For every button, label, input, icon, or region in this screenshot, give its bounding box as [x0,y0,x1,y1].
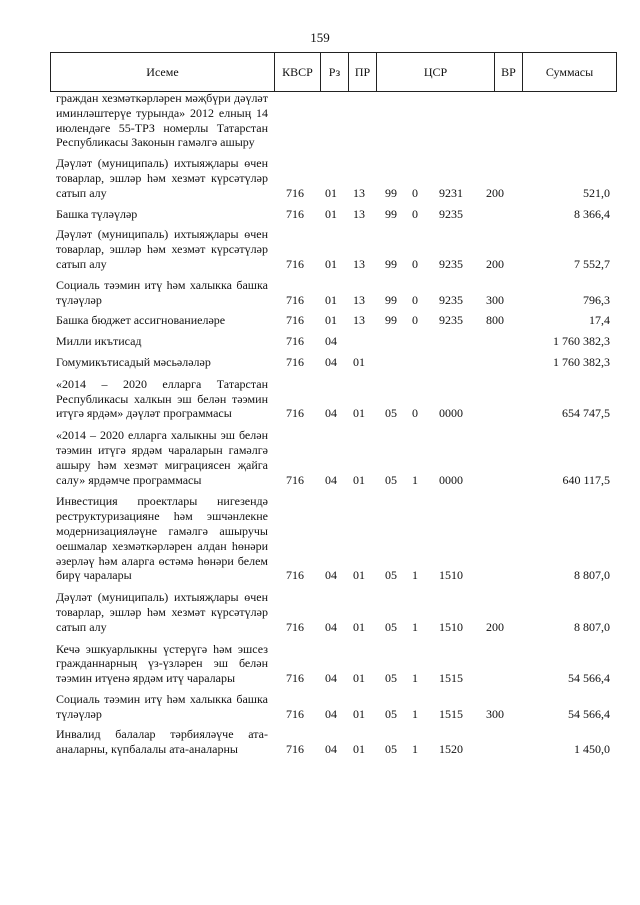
row-sum: 654 747,5 [562,406,610,421]
row-kvsr: 716 [286,354,304,369]
header-csr: ЦСР [377,53,495,92]
table-row [50,355,616,370]
row-name: Дәүләт (муниципаль) ихтыяҗлары өчен товарлар, эшләр һәм хезмәт күрсәтүләр сатып алу [56,156,268,200]
row-name: Дәүләт (муниципаль) ихтыяҗлары өчен товарлар, эшләр һәм хезмәт күрсәтүләр сатып алу [56,227,268,271]
row-rz: 01 [325,206,337,221]
row-sum: 796,3 [583,292,610,307]
table-row [50,428,616,487]
table-row [50,377,616,421]
row-kvsr: 716 [286,292,304,307]
row-c3: 1510 [439,568,463,583]
table-row [50,278,616,308]
row-vr: 200 [486,256,504,271]
row-sum: 17,4 [589,313,610,328]
row-kvsr: 716 [286,206,304,221]
row-c2: 0 [412,313,418,328]
row-pr: 13 [353,256,365,271]
row-c1: 05 [385,706,397,721]
row-vr: 300 [486,292,504,307]
table-header [50,52,617,92]
row-kvsr: 716 [286,334,304,349]
header-rz: Рз [321,53,349,92]
row-kvsr: 716 [286,671,304,686]
row-rz: 04 [325,472,337,487]
row-kvsr: 716 [286,313,304,328]
row-pr: 13 [353,292,365,307]
row-name: Гомумикътисадый мәсьәләләр [56,354,211,369]
table-row [50,207,616,222]
row-c2: 1 [412,619,418,634]
row-name: Милли икътисад [56,334,142,349]
table-row [50,727,616,757]
row-pr: 01 [353,619,365,634]
row-kvsr: 716 [286,472,304,487]
row-name: Инвалид балалар тәрбияләүче ата-аналарны, күпбалалы ата-аналарны [56,727,268,757]
row-name: «2014 – 2020 елларга халыкны эш белән тәэмин итүгә ярдәм чараларын гамәлгә ашыру һәм хезмәт миграциясен җайга салу» ярдәмче программасы [56,428,268,487]
row-sum: 640 117,5 [562,472,610,487]
row-sum: 1 760 382,3 [553,334,610,349]
row-kvsr: 716 [286,706,304,721]
row-c1: 05 [385,671,397,686]
header-kvsr: КВСР [275,53,321,92]
row-c2: 1 [412,671,418,686]
row-c1: 99 [385,256,397,271]
row-sum: 521,0 [583,185,610,200]
row-pr: 01 [353,472,365,487]
row-name: Башка түләүләр [56,206,138,221]
row-sum: 8 366,4 [574,206,610,221]
row-c3: 0000 [439,472,463,487]
row-c2: 1 [412,568,418,583]
header-vr: ВР [495,53,523,92]
table-row [50,313,616,328]
table-row [50,227,616,271]
row-pr: 13 [353,313,365,328]
row-sum: 1 760 382,3 [553,354,610,369]
row-vr: 200 [486,619,504,634]
row-sum: 8 807,0 [574,568,610,583]
row-name: граждан хезмәткәрләрен мәҗбүри дәүләт иминләштерүе турында» 2012 елның 14 июлендәге 55-ТРЗ номерлы Татарстан Республикасы Законын гамәлгә ашыру [56,91,268,150]
row-c2: 1 [412,472,418,487]
row-rz: 01 [325,292,337,307]
row-pr: 13 [353,185,365,200]
row-c1: 05 [385,619,397,634]
row-pr: 13 [353,206,365,221]
row-pr: 01 [353,742,365,757]
table-row [50,692,616,722]
row-c3: 0000 [439,406,463,421]
row-sum: 54 566,4 [568,706,610,721]
row-c3: 1515 [439,671,463,686]
row-name: «2014 – 2020 елларга Татарстан Республикасы халкын эш белән тәэмин итүгә ярдәм» дәүләт программасы [56,376,268,421]
table-row [50,642,616,686]
row-sum: 7 552,7 [574,256,610,271]
row-pr: 01 [353,706,365,721]
row-name: Социаль тәэмин итү һәм халыкка башка түләүләр [56,277,268,307]
row-pr: 01 [353,568,365,583]
row-vr: 300 [486,706,504,721]
row-c2: 0 [412,292,418,307]
row-c1: 99 [385,206,397,221]
row-vr: 200 [486,185,504,200]
header-sum: Суммасы [523,53,617,92]
row-c2: 1 [412,742,418,757]
row-c2: 0 [412,406,418,421]
row-c2: 0 [412,185,418,200]
row-c3: 1510 [439,619,463,634]
header-pr: ПР [349,53,377,92]
row-kvsr: 716 [286,185,304,200]
row-rz: 04 [325,671,337,686]
table-row [50,334,616,349]
row-rz: 04 [325,742,337,757]
table-row [50,91,616,150]
page-number: 159 [310,30,330,45]
row-pr: 01 [353,406,365,421]
row-c1: 05 [385,472,397,487]
row-c3: 9231 [439,185,463,200]
row-name: Дәүләт (муниципаль) ихтыяҗлары өчен товарлар, эшләр һәм хезмәт күрсәтүләр сатып алу [56,590,268,634]
row-c3: 1520 [439,742,463,757]
row-rz: 04 [325,619,337,634]
row-kvsr: 716 [286,568,304,583]
row-c3: 9235 [439,256,463,271]
row-name: Кечә эшкуарлыкны үстерүгә һәм эшсез гражданнарның үз-үзләрен эш белән тәэмин итүенә ярдәм итү чаралары [56,641,268,686]
table-row [50,494,616,583]
row-c3: 9235 [439,292,463,307]
row-rz: 04 [325,568,337,583]
row-c1: 05 [385,742,397,757]
row-rz: 04 [325,334,337,349]
row-rz: 01 [325,185,337,200]
row-rz: 04 [325,354,337,369]
row-pr: 01 [353,671,365,686]
table-body [50,91,616,757]
row-kvsr: 716 [286,256,304,271]
row-c2: 0 [412,206,418,221]
row-c1: 05 [385,568,397,583]
row-kvsr: 716 [286,406,304,421]
row-rz: 04 [325,706,337,721]
row-rz: 01 [325,313,337,328]
row-c1: 99 [385,185,397,200]
row-vr: 800 [486,313,504,328]
row-c1: 99 [385,313,397,328]
row-rz: 04 [325,406,337,421]
row-name: Инвестиция проектлары нигезендә реструктуризацияне һәм эшчәнлекне модернизацияләүне гамәлгә ашыручы оешмалар хезмәткәрләрен алдан һөнәри әзерләү һәм аларга өстәмә һөнәри белем бирү чаралары [56,494,268,583]
row-c3: 1515 [439,706,463,721]
row-c2: 0 [412,256,418,271]
table-row [50,156,616,200]
row-kvsr: 716 [286,619,304,634]
row-c3: 9235 [439,313,463,328]
row-sum: 1 450,0 [574,742,610,757]
row-name: Социаль тәэмин итү һәм халыкка башка түләүләр [56,691,268,721]
row-name: Башка бюджет ассигнованиеләре [56,313,226,328]
header-name: Исеме [51,53,275,92]
row-sum: 54 566,4 [568,671,610,686]
row-c3: 9235 [439,206,463,221]
row-c1: 05 [385,406,397,421]
row-c2: 1 [412,706,418,721]
row-kvsr: 716 [286,742,304,757]
row-sum: 8 807,0 [574,619,610,634]
row-rz: 01 [325,256,337,271]
row-c1: 99 [385,292,397,307]
row-pr: 01 [353,354,365,369]
table-row [50,590,616,634]
